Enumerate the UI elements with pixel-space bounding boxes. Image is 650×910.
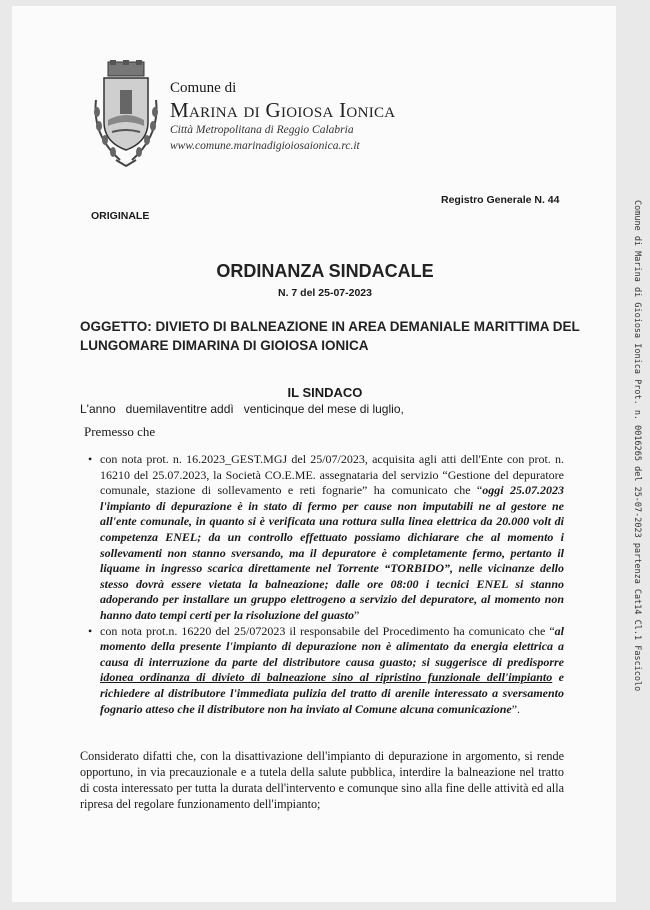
bullet1-intro: con nota prot. n. 16.2023_GEST.MGJ del 25/07/2023, acquisita agli atti dell'Ente con prot. n. 16210 del 25.07.2023, la Società CO.E.ME. assegnataria del servizio “Gestione del depuratore comunale, stazione di sollevamento e reti fognarie” ha comunicato che “ xyxy=(100,452,564,498)
municipal-coat-of-arms-icon xyxy=(90,60,162,170)
city-label: Città Metropolitana di Reggio Calabria xyxy=(170,124,354,136)
premesso-label: Premesso che xyxy=(84,424,156,439)
originale-label: ORIGINALE xyxy=(91,210,150,222)
list-item xyxy=(88,624,564,718)
ordinance-number: N. 7 del 25-07-2023 xyxy=(278,287,372,299)
premesso-list xyxy=(88,452,564,717)
list-item xyxy=(88,452,564,624)
considerato-paragraph: Considerato difatti che, con la disattivazione dell'impianto di depurazione in argomento, si rende opportuno, in via precauzionale e a tutela della salute pubblica, interdire la balneazione nel tratto di costa interessato per tutta la durata dell'intervento e comunque sino alla fine delle attività ed alla ripresa del regolare funzionamento dell'impianto; xyxy=(80,749,564,811)
protocol-side-note: Comune di Marina di Gioiosa Ionica Prot. n. 0016265 del 25-07-2023 partenza Cat14 Cl.1 Fascicolo xyxy=(632,200,642,692)
anno-line: L'anno duemilaventitre addì venticinque del mese di luglio, xyxy=(80,402,404,416)
bullet2-quote-b: e richiedere al distributore l'immediata pulizia del tratto di arenile interessato a sversamento fognario atteso che il distributore non ha inviato al Comune alcuna comunicazione xyxy=(100,670,564,716)
bullet2-quote-underlined: idonea ordinanza di divieto di balneazione sino al ripristino funzionale dell'impianto xyxy=(100,670,553,685)
comune-label: Comune di xyxy=(170,80,237,96)
bullet2-end: ”. xyxy=(511,701,521,716)
comune-name: Marina di Gioiosa Ionica xyxy=(170,98,396,122)
bullet2-quote-a: al momento della presente l'impianto di depurazione non è alimentato da energia elettrica a causa di interruzione da parte del distributore causa guasto; si suggerisce di predisporre xyxy=(100,623,564,669)
il-sindaco-heading: IL SINDACO xyxy=(287,385,363,400)
oggetto-subject: OGGETTO: DIVIETO DI BALNEAZIONE IN AREA DEMANIALE MARITTIMA DEL LUNGOMARE DIMARINA DI GIOIOSA IONICA xyxy=(80,319,580,353)
bullet1-end: ” xyxy=(354,607,360,622)
website-label: www.comune.marinadigioiosaionica.rc.it xyxy=(170,140,360,152)
bullet1-quote: oggi 25.07.2023 l'impianto di depurazione è in stato di fermo per cause non imputabili ne al gestore ne all'ente comunale, in quanto si è verificata una rottura sulla linea elettrica da 20.000 volt di competenza ENEL; da un controllo effettuato possiamo dichiarare che al momento i sollevamenti non stanno sversando, ma il depuratore è completamente fermo, pertanto il liquame in ingresso scarica direttamente nel Torrente “TORBIDO”, nelle vicinanze dello stesso dovrà essere vietata la balneazione; dalle ore 08:00 i tecnici ENEL si stanno adoperando per installare un gruppo elettrogeno a servizio del depuratore, al momento non hanno dato tempi certi per la risoluzione del guasto xyxy=(100,483,564,622)
bullet2-intro: con nota prot.n. 16220 del 25/072023 il responsabile del Procedimento ha comunicato che “ xyxy=(100,623,555,638)
registro-generale: Registro Generale N. 44 xyxy=(441,194,560,206)
document-title: ORDINANZA SINDACALE xyxy=(216,261,434,281)
